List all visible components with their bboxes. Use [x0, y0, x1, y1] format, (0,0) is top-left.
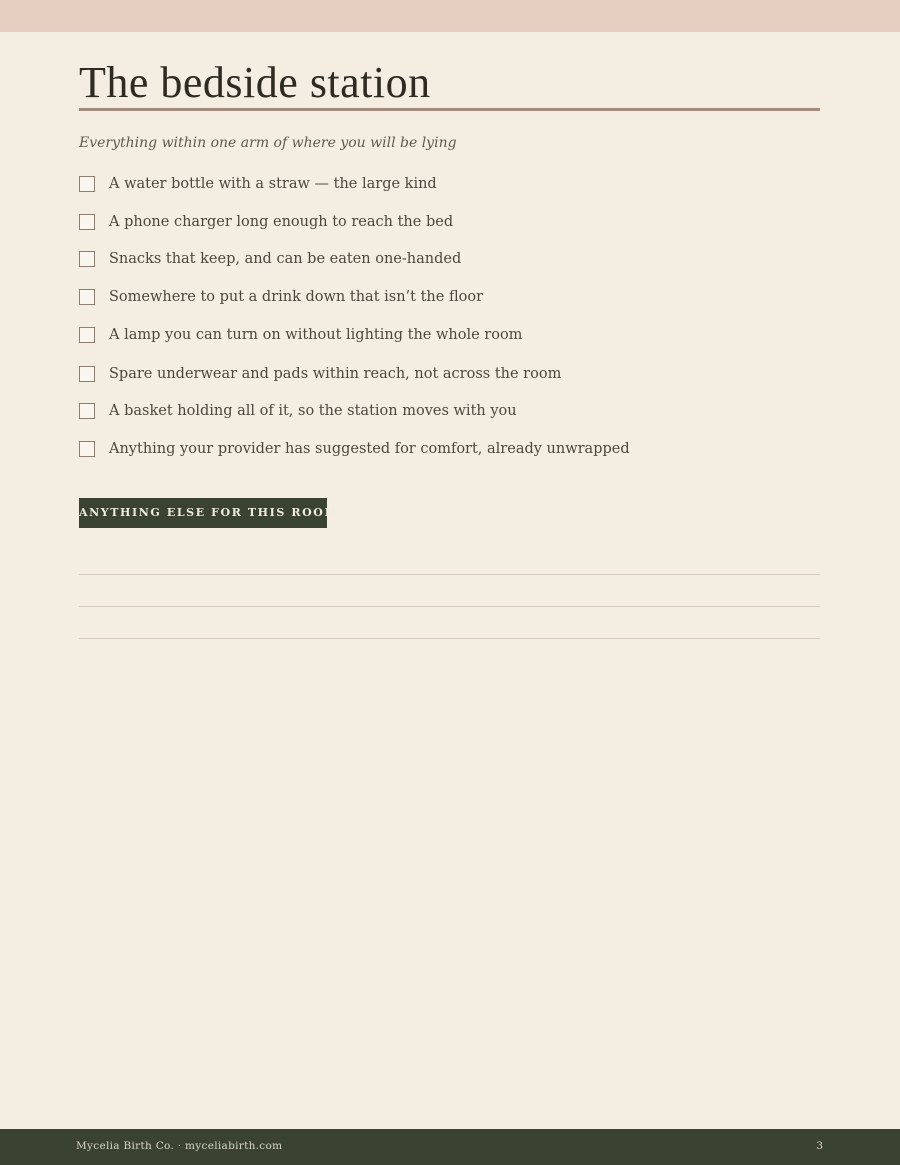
page-footer	[0, 1129, 900, 1165]
checklist-item-label: Anything your provider has suggested for comfort, already unwrapped	[109, 441, 630, 457]
checklist-item-label: A basket holding all of it, so the station moves with you	[109, 403, 517, 419]
checklist-item[interactable]	[79, 441, 630, 457]
notes-write-line[interactable]	[79, 638, 820, 639]
title-underline	[79, 108, 820, 111]
checklist-item-label: A phone charger long enough to reach the bed	[109, 214, 454, 230]
checklist-item[interactable]	[79, 366, 561, 382]
checklist-item-label: A water bottle with a straw — the large kind	[109, 176, 437, 192]
notes-write-line[interactable]	[79, 574, 820, 575]
page-title: The bedside station	[79, 58, 431, 107]
checklist-item[interactable]	[79, 327, 522, 343]
checkbox[interactable]	[79, 176, 95, 192]
checkbox[interactable]	[79, 403, 95, 419]
checklist-item-label: Somewhere to put a drink down that isn’t the floor	[109, 289, 484, 305]
checkbox[interactable]	[79, 214, 95, 230]
checkbox[interactable]	[79, 441, 95, 457]
top-color-band	[0, 0, 900, 32]
checkbox[interactable]	[79, 289, 95, 305]
checklist-item-label: A lamp you can turn on without lighting the whole room	[109, 327, 523, 343]
checkbox[interactable]	[79, 327, 95, 343]
checkbox[interactable]	[79, 366, 95, 382]
checklist-item[interactable]	[79, 176, 437, 192]
checklist-item[interactable]	[79, 251, 461, 267]
notes-section-label: ANYTHING ELSE FOR THIS ROOM	[79, 498, 327, 528]
page-number: 3	[816, 1140, 823, 1152]
page-subtitle: Everything within one arm of where you will be lying	[79, 135, 457, 151]
checklist-item[interactable]	[79, 214, 453, 230]
checklist-item-label: Spare underwear and pads within reach, not across the room	[109, 366, 562, 382]
checklist-item-label: Snacks that keep, and can be eaten one-handed	[109, 251, 462, 267]
footer-brand: Mycelia Birth Co. · myceliabirth.com	[76, 1140, 283, 1152]
notes-write-line[interactable]	[79, 606, 820, 607]
checkbox[interactable]	[79, 251, 95, 267]
checklist-item[interactable]	[79, 403, 517, 419]
checklist-item[interactable]	[79, 289, 483, 305]
